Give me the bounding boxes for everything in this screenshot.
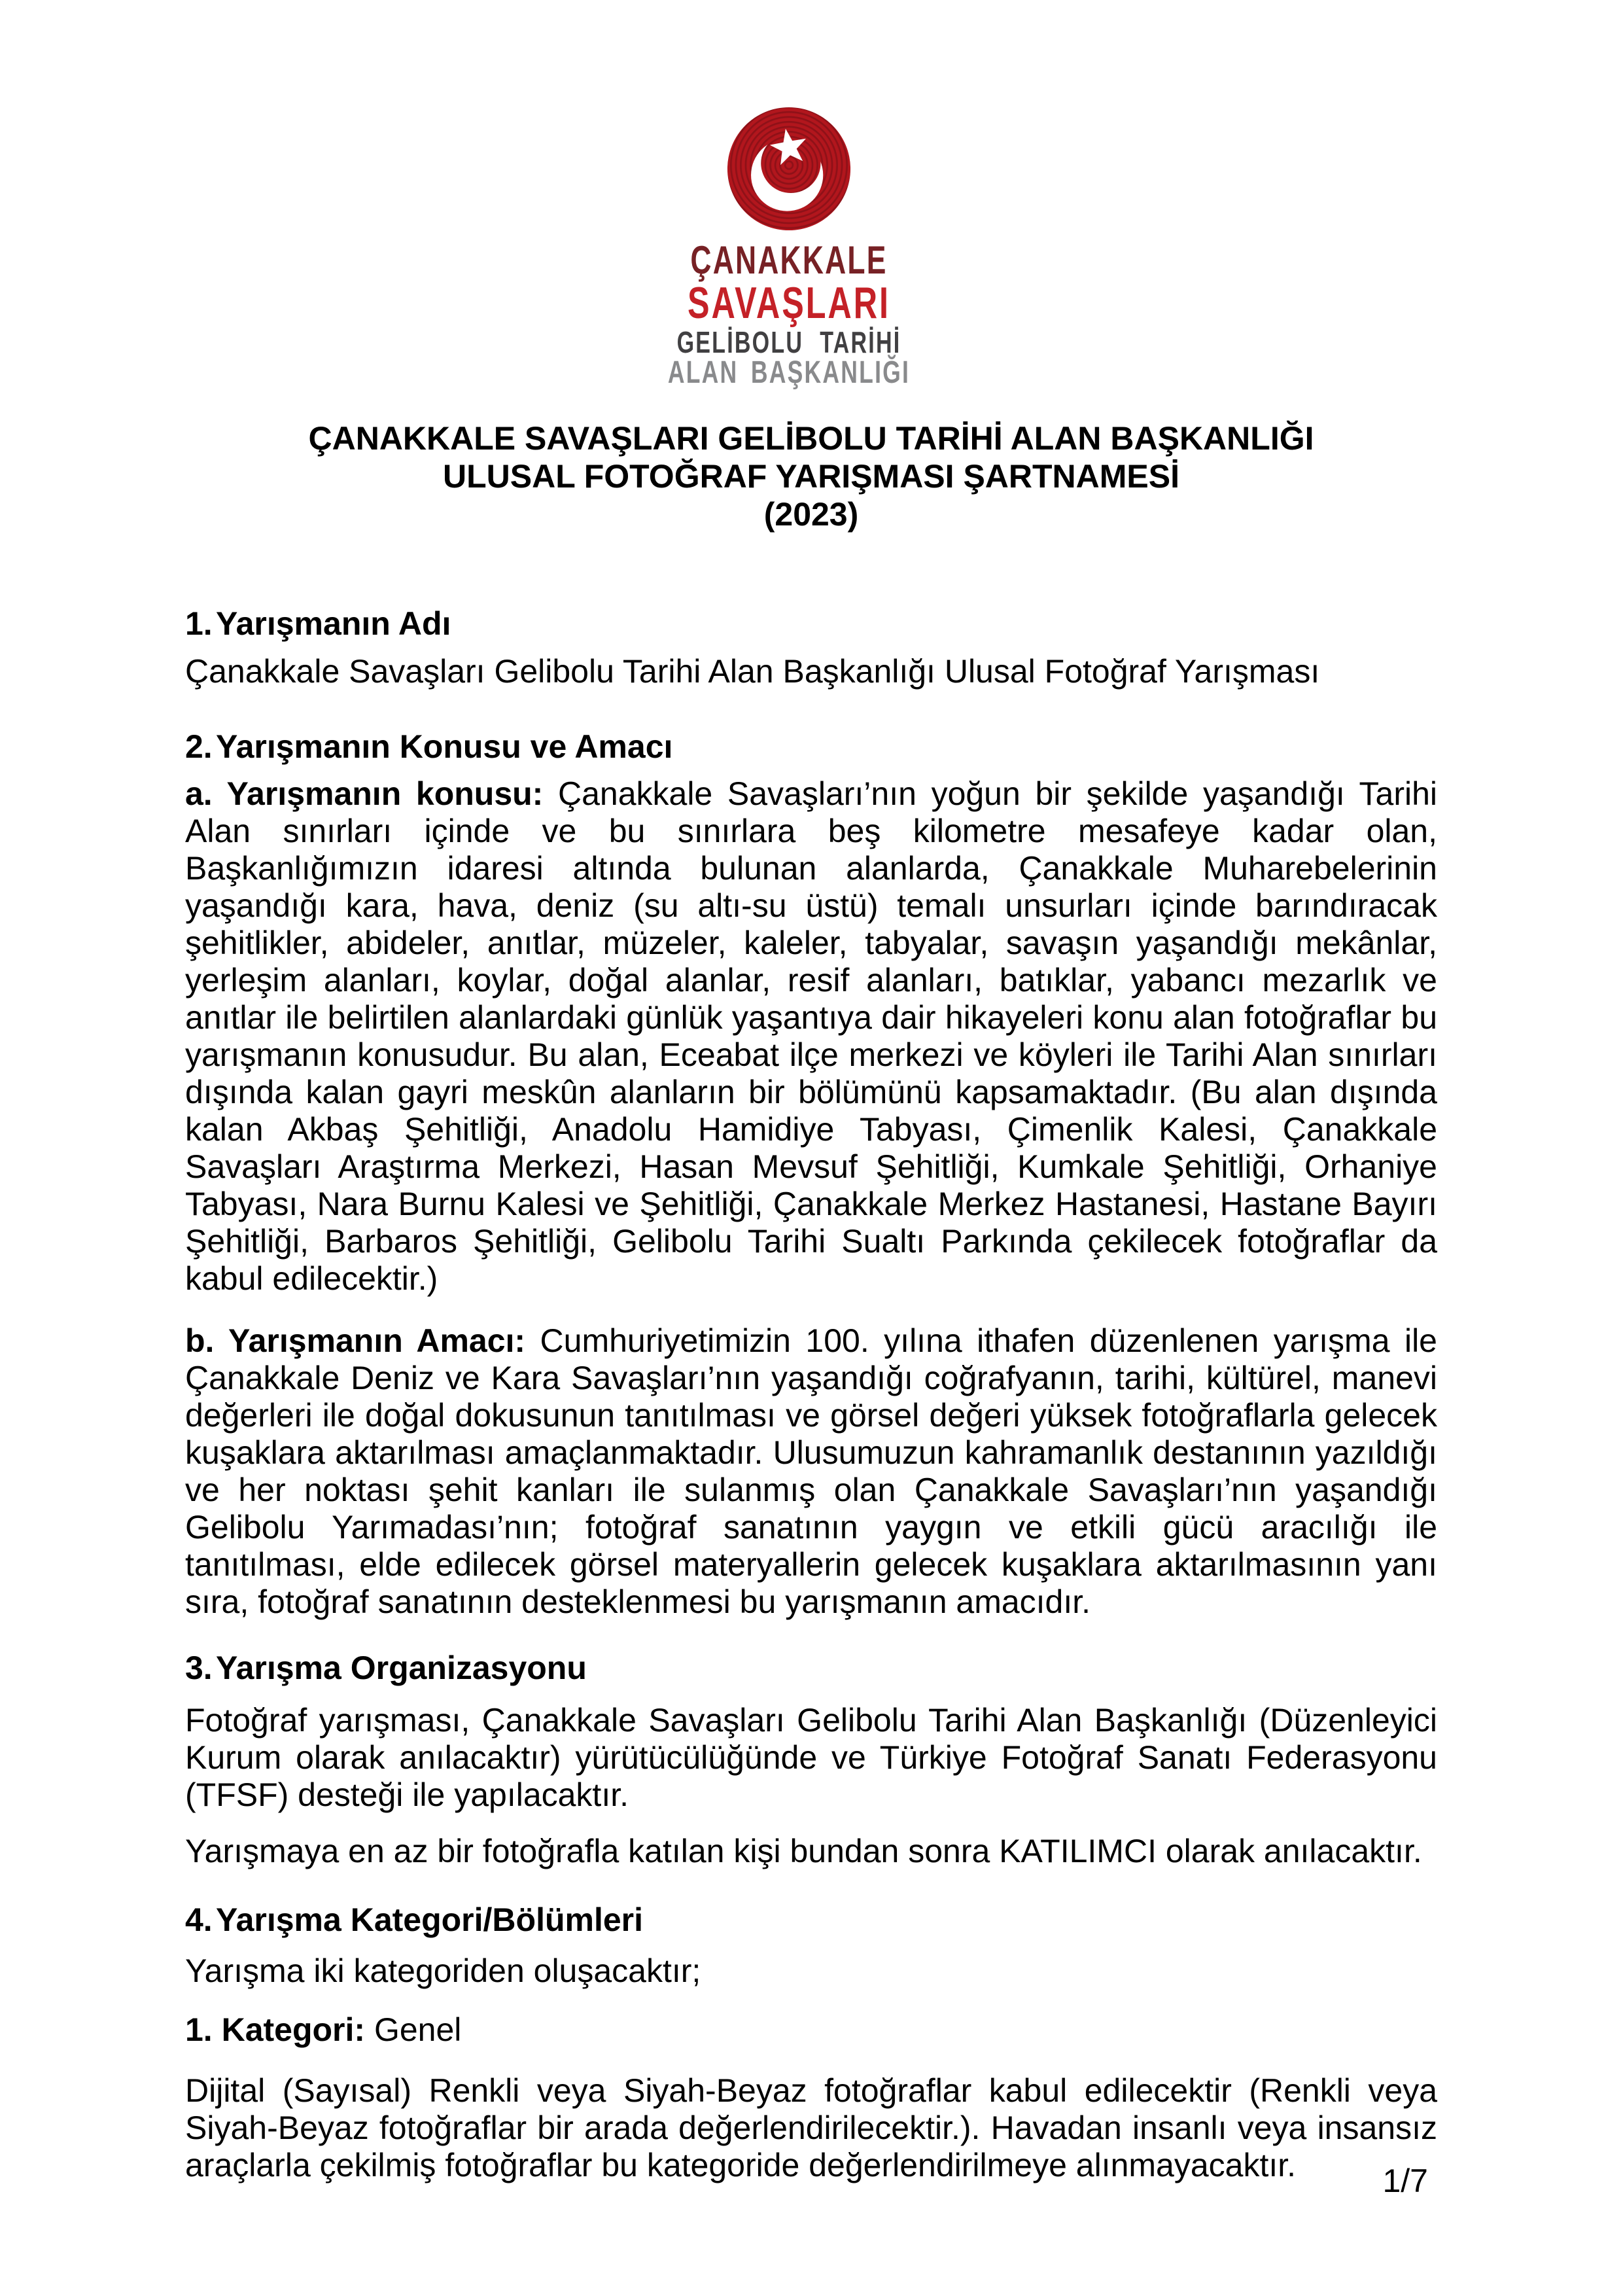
paragraph — [185, 1322, 1437, 1621]
paragraph: Çanakkale Savaşları Gelibolu Tarihi Alan Başkanlığı Ulusal Fotoğraf Yarışması — [185, 653, 1320, 690]
document-title — [185, 419, 1437, 533]
section-heading-label: Yarışmanın Konusu ve Amacı — [216, 728, 673, 765]
title-line-1: ÇANAKKALE SAVAŞLARI GELİBOLU TARİHİ ALAN BAŞKANLIĞI — [308, 420, 1314, 457]
section-heading-1 — [185, 605, 1437, 643]
paragraph: Yarışma iki kategoriden oluşacaktır; — [185, 1952, 701, 1989]
section-heading-label: Yarışma Organizasyonu — [216, 1650, 587, 1686]
section-number: 4. — [185, 1901, 213, 1938]
section-heading-2 — [185, 728, 1437, 766]
paragraph — [185, 2011, 1437, 2049]
logo-wordmark-line1: ÇANAKKALE — [690, 238, 888, 282]
logo-wordmark-line2: SAVAŞLARI — [688, 278, 890, 328]
crescent-icon — [727, 107, 851, 231]
paragraph-lead: b. Yarışmanın Amacı: — [185, 1322, 526, 1359]
logo-wordmark-line4: ALAN BAŞKANLIĞI — [667, 355, 911, 390]
paragraph — [185, 775, 1437, 1298]
paragraph-text: Genel — [374, 2011, 462, 2048]
title-line-3: (2023) — [763, 496, 859, 533]
section-heading-3 — [185, 1650, 1437, 1687]
paragraph-lead: a. Yarışmanın konusu: — [185, 775, 544, 812]
organization-logo — [163, 107, 1415, 388]
section-number: 3. — [185, 1650, 213, 1686]
paragraph: Fotoğraf yarışması, Çanakkale Savaşları Gelibolu Tarihi Alan Başkanlığı (Düzenleyici Kurum olarak anılacaktır) yürütücülüğünde ve Türkiye Fotoğraf Sanatı Federasyonu (TFSF) desteği ile yapılacaktır. — [185, 1702, 1437, 1813]
paragraph-text: Cumhuriyetimizin 100. yılına ithafen düzenlenen yarışma ile Çanakkale Deniz ve Kara Savaşları’nın yaşandığı coğrafyanın, tarihi, kültürel, manevi değerleri ile doğal dokusunun tanıtılması ve görsel değeri yüksek fotoğraflarla gelecek kuşaklara aktarılması amaçlanmaktadır. Ulusumuzun kahramanlık destanının yazıldığı ve her noktası şehit kanları ile sulanmış olan Çanakkale Savaşları’nın yaşandığı Gelibolu Yarımadası’nın; fotoğraf sanatının yaygın ve etkili gücü aracılığı ile tanıtılması, elde edilecek görsel materyallerin gelecek kuşaklara aktarılmasının yanı sıra, fotoğraf sanatının desteklenmesi bu yarışmanın amacıdır. — [185, 1322, 1437, 1620]
paragraph-text: Çanakkale Savaşları’nın yoğun bir şekilde yaşandığı Tarihi Alan sınırları içinde ve bu sınırlara beş kilometre mesafeye kadar olan, Başkanlığımızın idaresi altında bulunan alanlarda, Çanakkale Muharebelerinin yaşandığı kara, hava, deniz (su altı-su üstü) temalı unsurları içinde barındıracak şehitlikler, abideler, anıtlar, müzeler, kaleler, tabyalar, savaşın yaşandığı mekânlar, yerleşim alanları, koylar, doğal alanlar, resif alanları, batıklar, yabancı mezarlık ve anıtlar ile belirtilen alanlardaki günlük yaşantıya dair hikayeleri konu alan fotoğraflar bu yarışmanın konusudur. Bu alan, Eceabat ilçe merkezi ve köyleri ile Tarihi Alan sınırları dışında kalan gayri meskûn alanların bir bölümünü kapsamaktadır. (Bu alan dışında kalan Akbaş Şehitliği, Anadolu Hamidiye Tabyası, Çimenlik Kalesi, Çanakkale Savaşları Araştırma Merkezi, Hasan Mevsuf Şehitliği, Kumkale Şehitliği, Orhaniye Tabyası, Nara Burnu Kalesi ve Şehitliği, Çanakkale Merkez Hastanesi, Hastane Bayırı Şehitliği, Barbaros Şehitliği, Gelibolu Tarihi Sualtı Parkında çekilecek fotoğraflar da kabul edilecektir.) — [185, 775, 1437, 1297]
document-content — [185, 0, 1437, 2184]
title-line-2: ULUSAL FOTOĞRAF YARIŞMASI ŞARTNAMESİ — [442, 458, 1180, 495]
section-heading-label: Yarışma Kategori/Bölümleri — [216, 1901, 644, 1938]
section-number: 1. — [185, 605, 213, 642]
paragraph: Yarışmaya en az bir fotoğrafla katılan kişi bundan sonra KATILIMCI olarak anılacaktır. — [185, 1833, 1422, 1869]
paragraph: Dijital (Sayısal) Renkli veya Siyah-Beyaz fotoğraflar kabul edilecektir (Renkli veya Siyah-Beyaz fotoğraflar bir arada değerlendirilecektir.). Havadan insanlı veya insansız araçlarla çekilmiş fotoğraflar bu kategoride değerlendirilmeye alınmayacaktır. — [185, 2072, 1437, 2183]
star-and-crescent-icon — [727, 107, 851, 231]
section-heading-label: Yarışmanın Adı — [216, 605, 451, 642]
page-number: 1/7 — [1382, 2163, 1428, 2199]
paragraph-lead: 1. Kategori: — [185, 2011, 366, 2048]
section-heading-4 — [185, 1901, 1437, 1939]
logo-wordmark-line3: GELİBOLU TARİHİ — [676, 325, 901, 359]
section-number: 2. — [185, 728, 213, 765]
